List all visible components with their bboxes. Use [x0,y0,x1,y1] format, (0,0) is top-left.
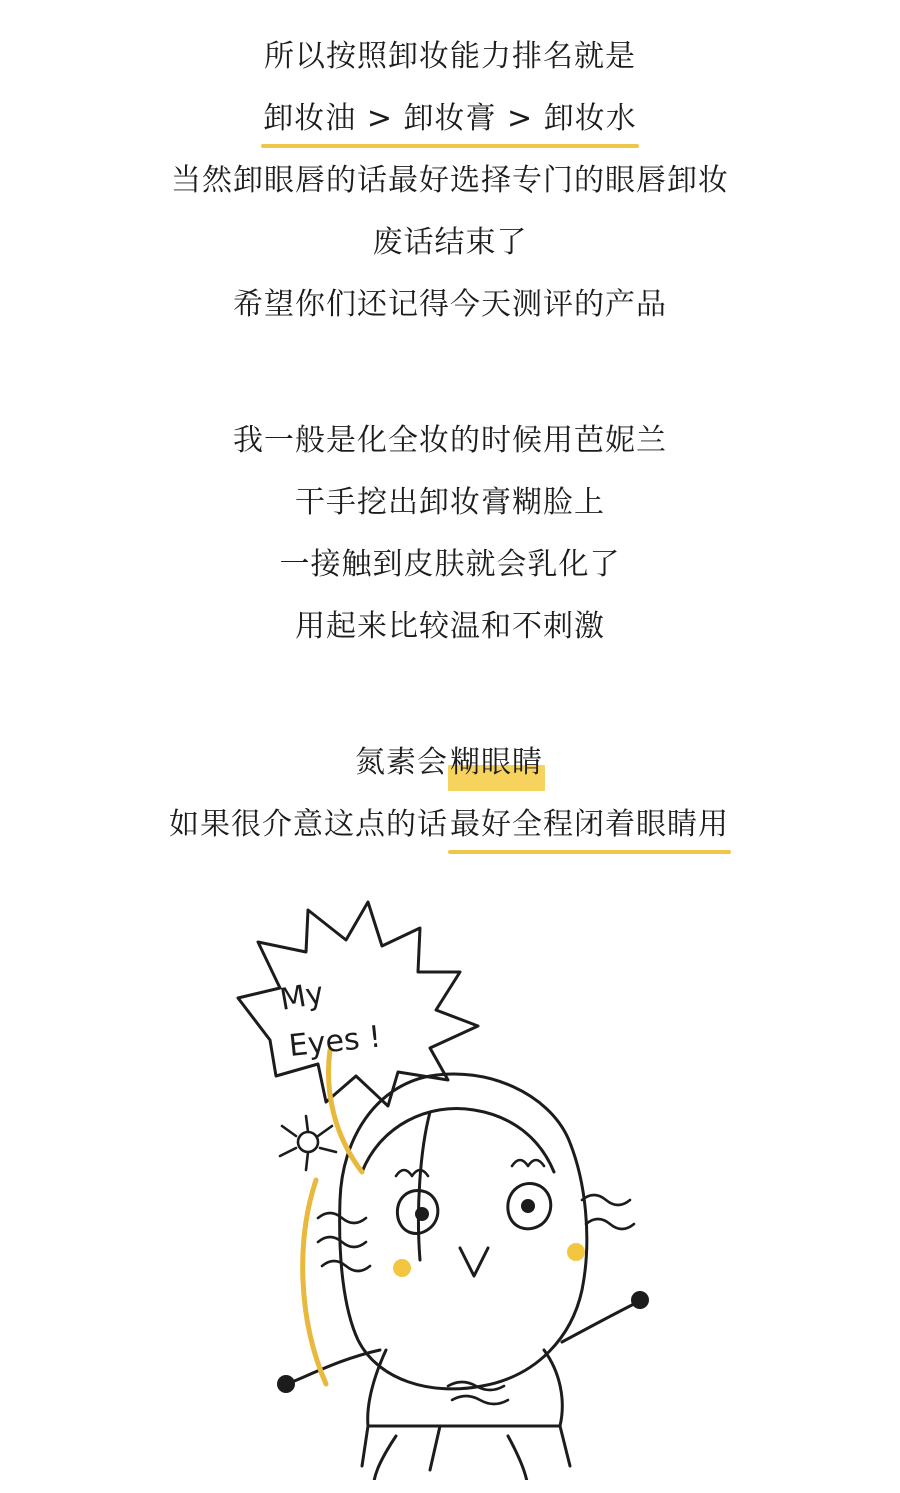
paragraph-gap [0,658,900,732]
yellow-highlight: 糊眼睛 [448,732,545,794]
underline-highlight: 卸妆油 > 卸妆膏 > 卸妆水 [261,88,638,150]
text-line-highlighted [60,732,840,794]
speech-text-line1: My [277,975,327,1018]
text-prefix: 如果很介意这点的话 [169,807,448,842]
text-line-underlined [60,88,840,150]
paragraph-three [0,732,900,856]
top-spacer [0,0,900,26]
text-line: 所以按照卸妆能力排名就是 [264,39,636,74]
paragraph-one [0,26,900,336]
text-prefix: 氮素会 [355,745,448,780]
speech-text-line2: Eyes ! [287,1019,383,1064]
text-line: 希望你们还记得今天测评的产品 [233,287,667,322]
girl-crying-illustration [130,880,770,1480]
cheek-blush-left [393,1259,411,1277]
underline-highlight: 最好全程闭着眼睛用 [448,794,731,856]
paragraph-two [0,410,900,658]
illustration-container [0,880,900,1480]
text-line: 干手挖出卸妆膏糊脸上 [295,485,605,520]
text-line: 一接触到皮肤就会乳化了 [279,547,621,582]
text-line: 当然卸眼唇的话最好选择专门的眼唇卸妆 [171,163,729,198]
accent-stroke [303,1180,326,1384]
accent-stroke [328,1050,362,1172]
cheek-blush-right [567,1243,585,1261]
paragraph-gap [0,336,900,410]
text-line: 废话结束了 [372,225,528,260]
text-line: 用起来比较温和不刺激 [295,609,605,644]
text-line: 我一般是化全妆的时候用芭妮兰 [233,423,667,458]
text-line-partial-underline [60,794,840,856]
